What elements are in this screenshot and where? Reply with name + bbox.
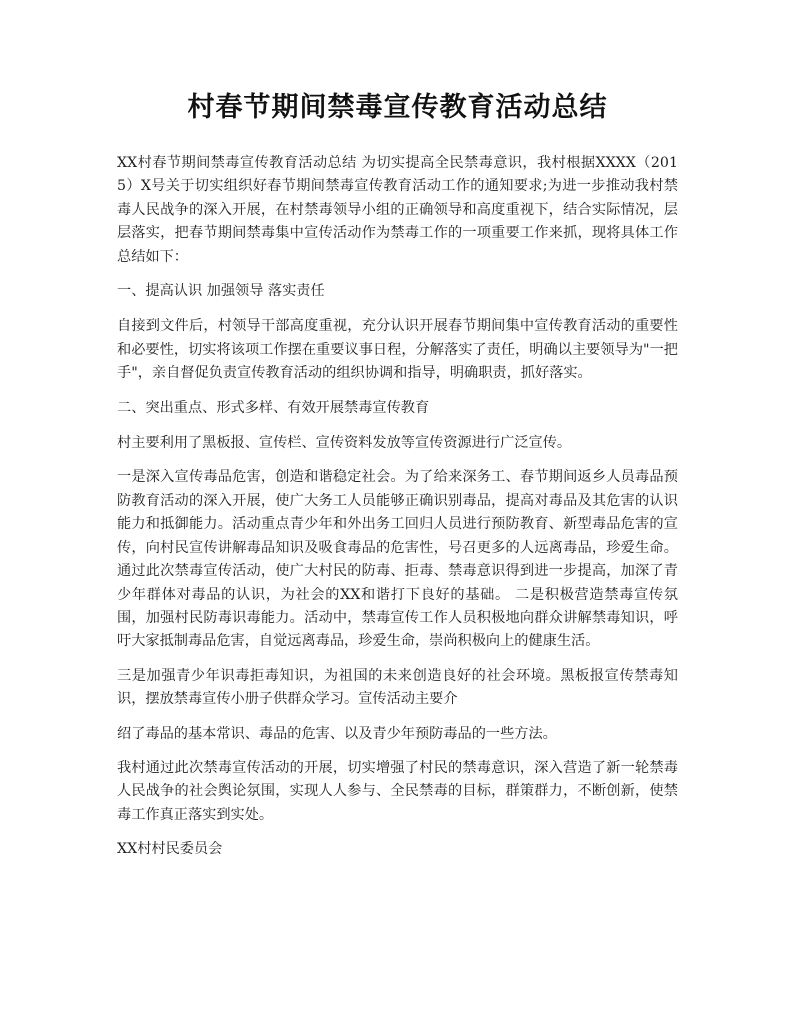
document-title: 村春节期间禁毒宣传教育活动总结 bbox=[187, 92, 608, 123]
intro-paragraph: XX村春节期间禁毒宣传教育活动总结 为切实提高全民禁毒意识，我村根据XXXX（2015）X号关于切实组织好春节期间禁毒宣传教育活动工作的通知要求;为进一步推动我村禁毒人民战争的深入开展，在村禁毒领导小组的正确领导和高度重视下，结合实际情况，层层落实，把春节期间禁毒集中宣传活动作为禁毒工作的一项重要工作来抓，现将具体工作总结如下： bbox=[117, 155, 678, 265]
section-1-paragraph: 自接到文件后，村领导干部高度重视，充分认识开展春节期间集中宣传教育活动的重要性和必要性，切实将该项工作摆在重要议事日程，分解落实了责任，明确以主要领导为"一把手"，亲自督促负责宣传教育活动的组织协调和指导，明确职责，抓好落实。 bbox=[117, 318, 678, 382]
section-heading-1: 一、提高认识 加强领导 落实责任 bbox=[117, 283, 325, 300]
conclusion-paragraph: 我村通过此次禁毒宣传活动的开展，切实增强了村民的禁毒意识，深入营造了新一轮禁毒人民战争的社会舆论氛围，实现人人参与、全民禁毒的目标，群策群力，不断创新，使禁毒工作真正落实到实处。 bbox=[117, 759, 678, 823]
signature-line: XX村村民委员会 bbox=[117, 841, 223, 858]
section-2-point-3-paragraph: 三是加强青少年识毒拒毒知识，为祖国的未来创造良好的社会环境。黑板报宣传禁毒知识，摆放禁毒宣传小册子供群众学习。宣传活动主要介 bbox=[117, 667, 678, 708]
section-heading-2: 二、突出重点、形式多样、有效开展禁毒宣传教育 bbox=[117, 399, 430, 416]
section-2-point-3-continued-paragraph: 绍了毒品的基本常识、毒品的危害、以及青少年预防毒品的一些方法。 bbox=[117, 725, 557, 742]
section-2-point-1-2-paragraph: 一是深入宣传毒品危害，创造和谐稳定社会。为了给来深务工、春节期间返乡人员毒品预防教育活动的深入开展，使广大务工人员能够正确识别毒品，提高对毒品及其危害的认识能力和抵御能力。活动重点青少年和外出务工回归人员进行预防教育、新型毒品危害的宣传，向村民宣传讲解毒品知识及吸食毒品的危害性，号召更多的人远离毒品，珍爱生命。通过此次禁毒宣传活动，使广大村民的防毒、拒毒、禁毒意识得到进一步提高，加深了青少年群体对毒品的认识，为社会的XX和谐打下良好的基础。 二是积极营造禁毒宣传氛围，加强村民防毒识毒能力。活动中，禁毒宣传工作人员积极地向群众讲解禁毒知识，呼吁大家抵制毒品危害，自觉远离毒品，珍爱生命，崇尚积极向上的健康生活。 bbox=[117, 469, 678, 650]
section-2-intro-paragraph: 村主要利用了黑板报、宣传栏、宣传资料发放等宣传资源进行广泛宣传。 bbox=[117, 435, 572, 452]
